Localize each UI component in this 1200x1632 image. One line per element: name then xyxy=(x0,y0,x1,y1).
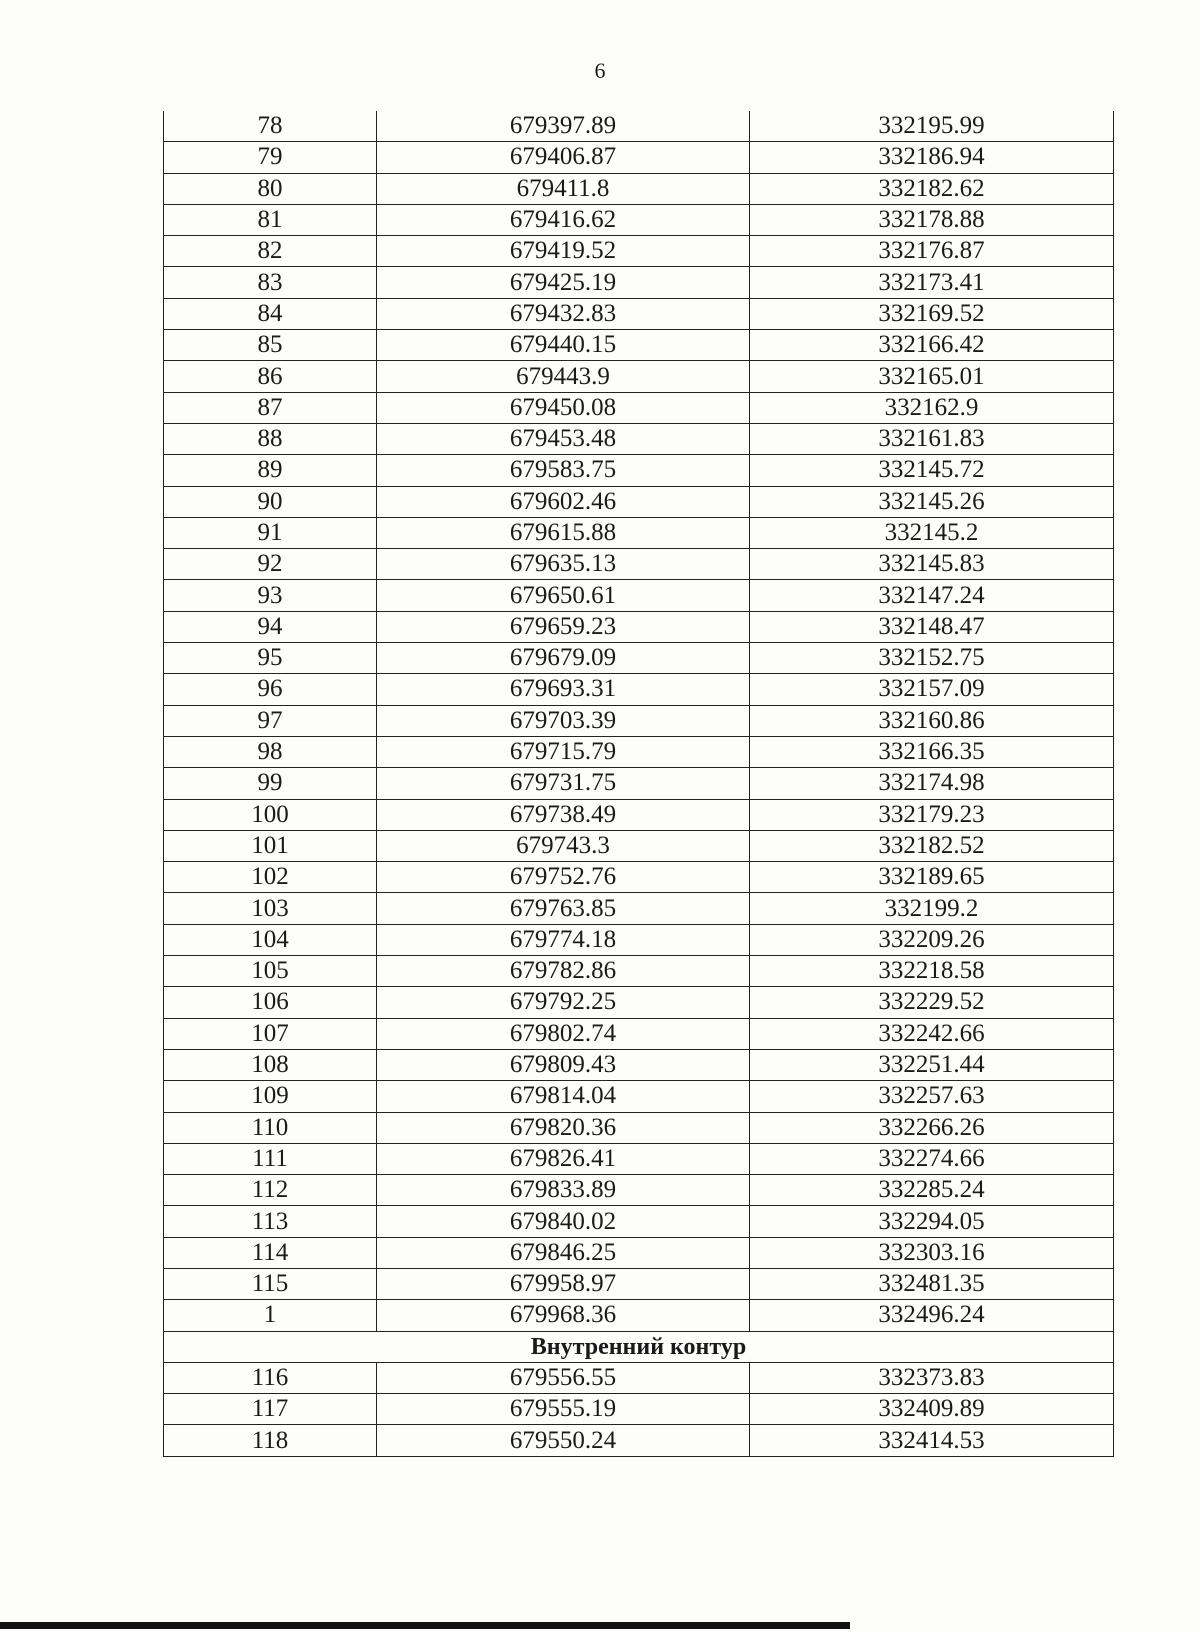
x-coordinate-cell: 679820.36 xyxy=(377,1112,750,1143)
table-row xyxy=(164,267,1114,298)
point-number-cell: 108 xyxy=(164,1049,377,1080)
point-number-cell: 79 xyxy=(164,142,377,173)
table-row xyxy=(164,111,1114,142)
table-row xyxy=(164,1081,1114,1112)
table-row xyxy=(164,1300,1114,1331)
y-coordinate-cell: 332189.65 xyxy=(750,862,1114,893)
y-coordinate-cell: 332178.88 xyxy=(750,204,1114,235)
table-row xyxy=(164,517,1114,548)
point-number-cell: 111 xyxy=(164,1143,377,1174)
y-coordinate-cell: 332166.35 xyxy=(750,736,1114,767)
x-coordinate-cell: 679602.46 xyxy=(377,486,750,517)
point-number-cell: 100 xyxy=(164,799,377,830)
y-coordinate-cell: 332148.47 xyxy=(750,611,1114,642)
table-row xyxy=(164,893,1114,924)
table-row xyxy=(164,549,1114,580)
x-coordinate-cell: 679846.25 xyxy=(377,1237,750,1268)
point-number-cell: 106 xyxy=(164,987,377,1018)
point-number-cell: 102 xyxy=(164,862,377,893)
point-number-cell: 84 xyxy=(164,298,377,329)
x-coordinate-cell: 679958.97 xyxy=(377,1268,750,1299)
table-row xyxy=(164,486,1114,517)
point-number-cell: 110 xyxy=(164,1112,377,1143)
coordinates-table xyxy=(163,111,1114,1457)
y-coordinate-cell: 332186.94 xyxy=(750,142,1114,173)
y-coordinate-cell: 332157.09 xyxy=(750,674,1114,705)
y-coordinate-cell: 332145.26 xyxy=(750,486,1114,517)
x-coordinate-cell: 679556.55 xyxy=(377,1362,750,1393)
table-row xyxy=(164,830,1114,861)
y-coordinate-cell: 332162.9 xyxy=(750,392,1114,423)
x-coordinate-cell: 679752.76 xyxy=(377,862,750,893)
x-coordinate-cell: 679650.61 xyxy=(377,580,750,611)
coordinates-table-body xyxy=(164,111,1114,1456)
x-coordinate-cell: 679782.86 xyxy=(377,956,750,987)
y-coordinate-cell: 332169.52 xyxy=(750,298,1114,329)
y-coordinate-cell: 332285.24 xyxy=(750,1175,1114,1206)
x-coordinate-cell: 679693.31 xyxy=(377,674,750,705)
x-coordinate-cell: 679802.74 xyxy=(377,1018,750,1049)
y-coordinate-cell: 332199.2 xyxy=(750,893,1114,924)
x-coordinate-cell: 679968.36 xyxy=(377,1300,750,1331)
point-number-cell: 92 xyxy=(164,549,377,580)
table-row xyxy=(164,736,1114,767)
table-row xyxy=(164,611,1114,642)
table-row xyxy=(164,142,1114,173)
table-row xyxy=(164,768,1114,799)
table-row xyxy=(164,956,1114,987)
point-number-cell: 78 xyxy=(164,111,377,142)
y-coordinate-cell: 332218.58 xyxy=(750,956,1114,987)
x-coordinate-cell: 679679.09 xyxy=(377,643,750,674)
page-number: 6 xyxy=(594,58,606,83)
table-row xyxy=(164,1268,1114,1299)
point-number-cell: 115 xyxy=(164,1268,377,1299)
y-coordinate-cell: 332414.53 xyxy=(750,1425,1114,1456)
y-coordinate-cell: 332179.23 xyxy=(750,799,1114,830)
y-coordinate-cell: 332303.16 xyxy=(750,1237,1114,1268)
table-row xyxy=(164,204,1114,235)
point-number-cell: 1 xyxy=(164,1300,377,1331)
table-row xyxy=(164,298,1114,329)
x-coordinate-cell: 679731.75 xyxy=(377,768,750,799)
x-coordinate-cell: 679411.8 xyxy=(377,173,750,204)
x-coordinate-cell: 679397.89 xyxy=(377,111,750,142)
table-row xyxy=(164,236,1114,267)
x-coordinate-cell: 679440.15 xyxy=(377,330,750,361)
y-coordinate-cell: 332496.24 xyxy=(750,1300,1114,1331)
x-coordinate-cell: 679615.88 xyxy=(377,517,750,548)
y-coordinate-cell: 332165.01 xyxy=(750,361,1114,392)
point-number-cell: 89 xyxy=(164,455,377,486)
y-coordinate-cell: 332274.66 xyxy=(750,1143,1114,1174)
x-coordinate-cell: 679814.04 xyxy=(377,1081,750,1112)
y-coordinate-cell: 332481.35 xyxy=(750,1268,1114,1299)
table-row xyxy=(164,1237,1114,1268)
y-coordinate-cell: 332182.52 xyxy=(750,830,1114,861)
x-coordinate-cell: 679774.18 xyxy=(377,924,750,955)
x-coordinate-cell: 679833.89 xyxy=(377,1175,750,1206)
x-coordinate-cell: 679809.43 xyxy=(377,1049,750,1080)
point-number-cell: 83 xyxy=(164,267,377,298)
y-coordinate-cell: 332176.87 xyxy=(750,236,1114,267)
y-coordinate-cell: 332266.26 xyxy=(750,1112,1114,1143)
point-number-cell: 107 xyxy=(164,1018,377,1049)
point-number-cell: 116 xyxy=(164,1362,377,1393)
x-coordinate-cell: 679555.19 xyxy=(377,1394,750,1425)
point-number-cell: 90 xyxy=(164,486,377,517)
point-number-cell: 93 xyxy=(164,580,377,611)
y-coordinate-cell: 332242.66 xyxy=(750,1018,1114,1049)
point-number-cell: 82 xyxy=(164,236,377,267)
table-row xyxy=(164,392,1114,423)
x-coordinate-cell: 679416.62 xyxy=(377,204,750,235)
table-row xyxy=(164,1143,1114,1174)
table-row xyxy=(164,423,1114,454)
y-coordinate-cell: 332409.89 xyxy=(750,1394,1114,1425)
y-coordinate-cell: 332173.41 xyxy=(750,267,1114,298)
table-row xyxy=(164,455,1114,486)
table-row xyxy=(164,1112,1114,1143)
x-coordinate-cell: 679703.39 xyxy=(377,705,750,736)
y-coordinate-cell: 332257.63 xyxy=(750,1081,1114,1112)
point-number-cell: 88 xyxy=(164,423,377,454)
y-coordinate-cell: 332182.62 xyxy=(750,173,1114,204)
y-coordinate-cell: 332161.83 xyxy=(750,423,1114,454)
point-number-cell: 112 xyxy=(164,1175,377,1206)
x-coordinate-cell: 679792.25 xyxy=(377,987,750,1018)
table-row xyxy=(164,1018,1114,1049)
x-coordinate-cell: 679453.48 xyxy=(377,423,750,454)
x-coordinate-cell: 679659.23 xyxy=(377,611,750,642)
point-number-cell: 86 xyxy=(164,361,377,392)
table-row xyxy=(164,580,1114,611)
x-coordinate-cell: 679826.41 xyxy=(377,1143,750,1174)
point-number-cell: 96 xyxy=(164,674,377,705)
point-number-cell: 101 xyxy=(164,830,377,861)
point-number-cell: 94 xyxy=(164,611,377,642)
point-number-cell: 117 xyxy=(164,1394,377,1425)
y-coordinate-cell: 332166.42 xyxy=(750,330,1114,361)
y-coordinate-cell: 332294.05 xyxy=(750,1206,1114,1237)
x-coordinate-cell: 679419.52 xyxy=(377,236,750,267)
x-coordinate-cell: 679450.08 xyxy=(377,392,750,423)
point-number-cell: 97 xyxy=(164,705,377,736)
y-coordinate-cell: 332195.99 xyxy=(750,111,1114,142)
y-coordinate-cell: 332147.24 xyxy=(750,580,1114,611)
x-coordinate-cell: 679763.85 xyxy=(377,893,750,924)
y-coordinate-cell: 332174.98 xyxy=(750,768,1114,799)
table-row xyxy=(164,862,1114,893)
table-row xyxy=(164,1425,1114,1456)
point-number-cell: 95 xyxy=(164,643,377,674)
x-coordinate-cell: 679583.75 xyxy=(377,455,750,486)
x-coordinate-cell: 679443.9 xyxy=(377,361,750,392)
point-number-cell: 104 xyxy=(164,924,377,955)
table-row xyxy=(164,330,1114,361)
table-row xyxy=(164,361,1114,392)
table-row xyxy=(164,799,1114,830)
point-number-cell: 87 xyxy=(164,392,377,423)
inner-contour-title: Внутренний контур xyxy=(164,1331,1114,1362)
y-coordinate-cell: 332152.75 xyxy=(750,643,1114,674)
x-coordinate-cell: 679715.79 xyxy=(377,736,750,767)
x-coordinate-cell: 679738.49 xyxy=(377,799,750,830)
point-number-cell: 85 xyxy=(164,330,377,361)
y-coordinate-cell: 332145.2 xyxy=(750,517,1114,548)
table-row xyxy=(164,705,1114,736)
section-header-row xyxy=(164,1331,1114,1362)
point-number-cell: 98 xyxy=(164,736,377,767)
table-row xyxy=(164,1049,1114,1080)
point-number-cell: 91 xyxy=(164,517,377,548)
y-coordinate-cell: 332160.86 xyxy=(750,705,1114,736)
y-coordinate-cell: 332373.83 xyxy=(750,1362,1114,1393)
table-row xyxy=(164,1362,1114,1393)
x-coordinate-cell: 679743.3 xyxy=(377,830,750,861)
table-row xyxy=(164,1394,1114,1425)
x-coordinate-cell: 679425.19 xyxy=(377,267,750,298)
point-number-cell: 114 xyxy=(164,1237,377,1268)
table-row xyxy=(164,1206,1114,1237)
point-number-cell: 109 xyxy=(164,1081,377,1112)
point-number-cell: 99 xyxy=(164,768,377,799)
table-row xyxy=(164,173,1114,204)
coordinates-table-container xyxy=(163,111,1113,1457)
table-row xyxy=(164,643,1114,674)
x-coordinate-cell: 679840.02 xyxy=(377,1206,750,1237)
point-number-cell: 81 xyxy=(164,204,377,235)
point-number-cell: 118 xyxy=(164,1425,377,1456)
y-coordinate-cell: 332209.26 xyxy=(750,924,1114,955)
point-number-cell: 80 xyxy=(164,173,377,204)
point-number-cell: 105 xyxy=(164,956,377,987)
y-coordinate-cell: 332251.44 xyxy=(750,1049,1114,1080)
x-coordinate-cell: 679550.24 xyxy=(377,1425,750,1456)
x-coordinate-cell: 679432.83 xyxy=(377,298,750,329)
table-row xyxy=(164,674,1114,705)
y-coordinate-cell: 332145.72 xyxy=(750,455,1114,486)
table-row xyxy=(164,924,1114,955)
table-row xyxy=(164,987,1114,1018)
point-number-cell: 113 xyxy=(164,1206,377,1237)
point-number-cell: 103 xyxy=(164,893,377,924)
y-coordinate-cell: 332229.52 xyxy=(750,987,1114,1018)
y-coordinate-cell: 332145.83 xyxy=(750,549,1114,580)
table-row xyxy=(164,1175,1114,1206)
bottom-scan-bar xyxy=(0,1622,850,1629)
x-coordinate-cell: 679635.13 xyxy=(377,549,750,580)
x-coordinate-cell: 679406.87 xyxy=(377,142,750,173)
